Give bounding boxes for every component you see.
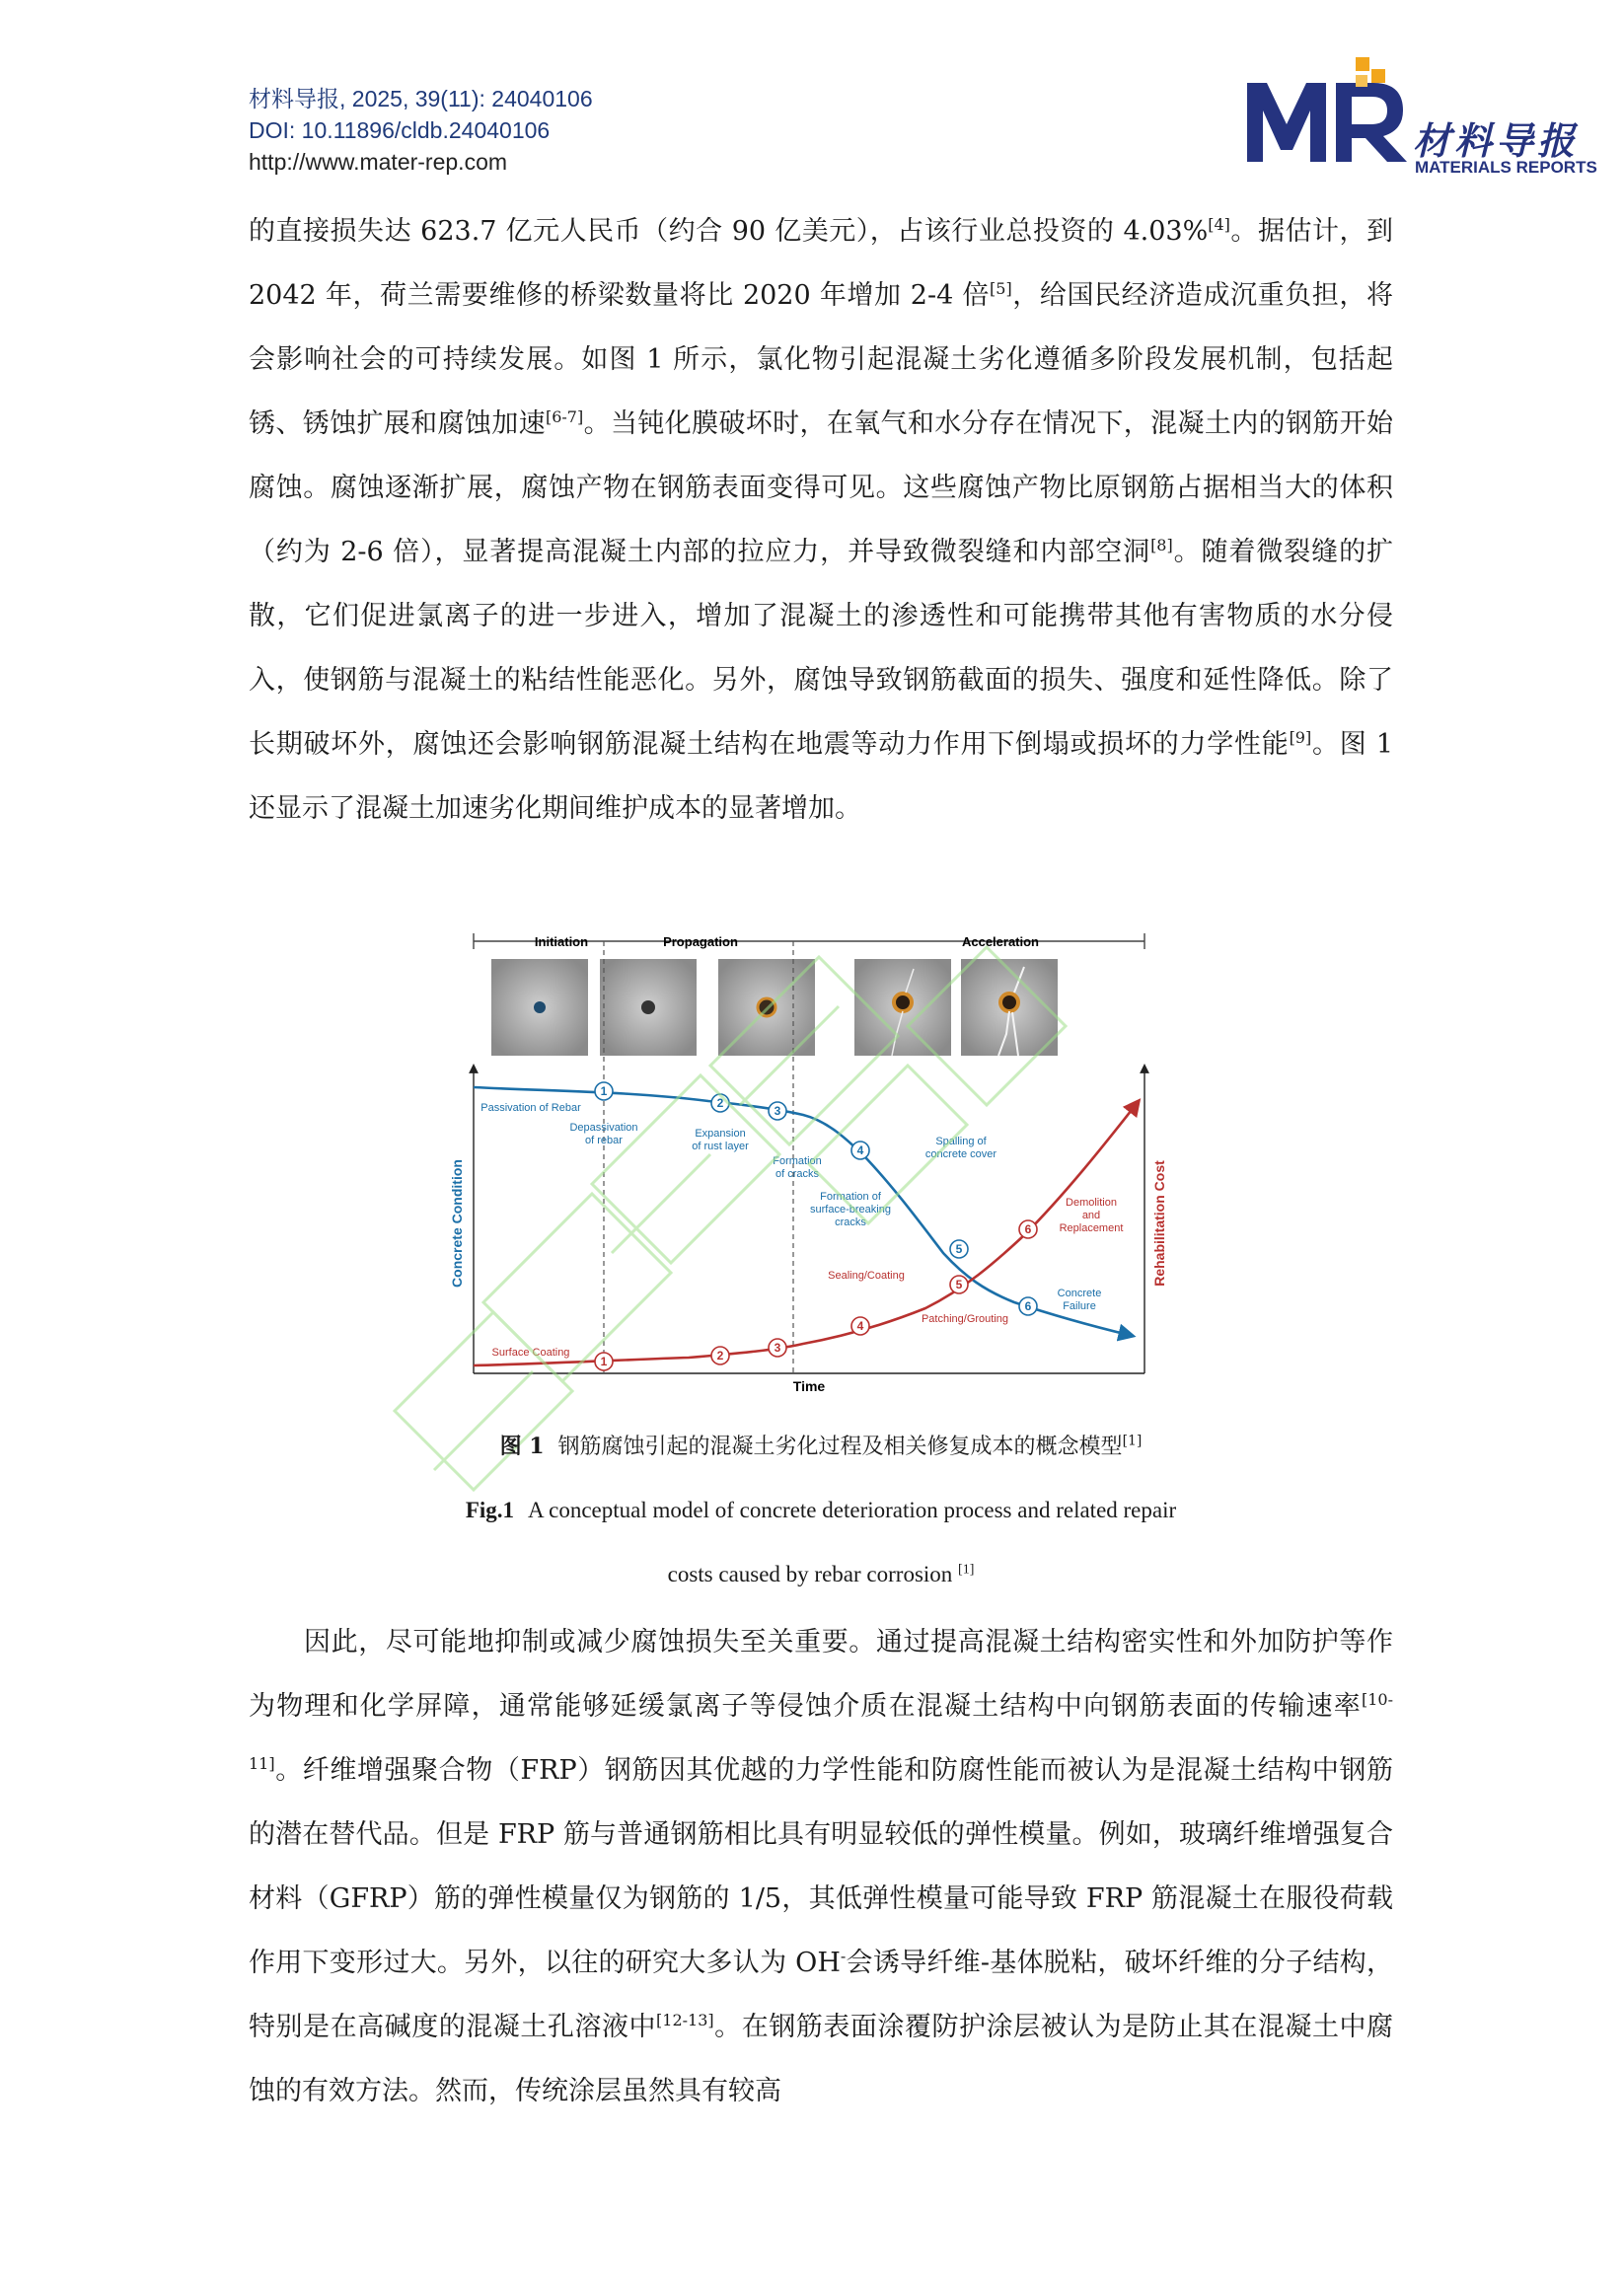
label-patching: Patching/Grouting — [921, 1313, 1009, 1325]
journal-header — [249, 83, 593, 178]
text-run: 。纤维增强聚合物（FRP）钢筋因其优越的力学性能和防腐性能而被认为是混凝土结构中钢筋的潜在替代品。但是 FRP 筋与普通钢筋相比具有明显较低的弹性模量。例如，玻璃纤维增强复合材料（GFRP）筋的弹性模量仅为钢筋的 1/5，其低弹性模量可能导致 FRP 筋混凝土在服役荷载作用下变形过大。另外，以往的研究大多认为 OH — [249, 1755, 1393, 1978]
label-surface-3: cracks — [835, 1216, 866, 1228]
cost-marker-6: 6 — [1024, 1222, 1032, 1236]
label-failure-2: Failure — [1063, 1300, 1096, 1312]
doi[interactable]: DOI: 10.11896/cldb.24040106 — [249, 117, 551, 143]
text-run: 。图 1 还显示了混凝土加速劣化期间维护成本的显著增加。 — [249, 729, 1394, 824]
label-spalling-1: Spalling of — [935, 1136, 987, 1147]
figure-caption-english — [249, 1495, 1393, 1526]
label-surface-2: surface-breaking — [810, 1204, 891, 1216]
label-demolition-3: Replacement — [1059, 1222, 1124, 1234]
label-formation-1: Formation — [773, 1155, 822, 1167]
superscript-minus: - — [840, 1947, 847, 1965]
cost-marker-2: 2 — [716, 1349, 724, 1363]
journal-logo — [1245, 55, 1600, 184]
text-run: 会诱导纤维-基体脱粘，破坏纤维的分子结构，特别是在高碱度的混凝土孔溶液中 — [249, 1948, 1394, 2042]
label-depassivation-2: of rebar — [585, 1135, 623, 1146]
y-axis-right-label: Rehabilitation Cost — [1151, 1160, 1167, 1287]
label-expansion-1: Expansion — [695, 1128, 746, 1140]
text-run: 因此，尽可能地抑制或减少腐蚀损失至关重要。通过提高混凝土结构密实性和外加防护等作为物理和化学屏障，通常能够延缓氯离子等侵蚀介质在混凝土结构中向钢筋表面的传输速率 — [249, 1627, 1393, 1722]
text-run: 。据估计，到 2042 年，荷兰需要维修的桥梁数量将比 2020 年增加 2-4 倍 — [249, 216, 1393, 311]
x-axis-label: Time — [792, 1378, 826, 1394]
citation[interactable]: [9] — [1289, 728, 1312, 747]
citation[interactable]: [6-7] — [545, 407, 584, 426]
label-surface-1: Formation of — [820, 1191, 881, 1203]
marker-6: 6 — [1024, 1299, 1032, 1313]
caption-label: 图 1 — [499, 1434, 545, 1459]
label-surface-coating: Surface Coating — [491, 1347, 570, 1359]
label-depassivation-1: Depassivation — [569, 1122, 638, 1134]
text-run: 。随着微裂缝的扩散，它们促进氯离子的进一步进入，增加了混凝土的渗透性和可能携带其他有害物质的水分侵入，使钢筋与混凝土的粘结性能恶化。另外，腐蚀导致钢筋截面的损失、强度和延性降低。除了长期破坏外，腐蚀还会影响钢筋混凝土结构在地震等动力作用下倒塌或损坏的力学性能 — [249, 537, 1393, 760]
figure-1 — [432, 918, 1192, 1395]
label-sealing: Sealing/Coating — [828, 1270, 905, 1282]
marker-1: 1 — [600, 1084, 608, 1098]
phase-acceleration-label: Acceleration — [961, 934, 1040, 949]
cost-marker-1: 1 — [600, 1355, 608, 1368]
specimen-images — [491, 959, 1058, 1056]
y-axis-left-label: Concrete Condition — [449, 1159, 465, 1288]
caption-citation[interactable]: [1] — [1122, 1433, 1143, 1449]
caption-text: 钢筋腐蚀引起的混凝土劣化过程及相关修复成本的概念模型 — [557, 1435, 1123, 1459]
label-passivation: Passivation of Rebar — [480, 1102, 581, 1114]
figure-caption-english-cont — [249, 1559, 1393, 1590]
label-expansion-2: of rust layer — [692, 1141, 749, 1152]
caption-label-en: Fig.1 — [465, 1498, 515, 1522]
label-demolition-2: and — [1081, 1210, 1101, 1221]
journal-citation: 材料导报, 2025, 39(11): 24040106 — [249, 86, 593, 111]
label-formation-2: of cracks — [775, 1168, 820, 1180]
phase-propagation-label: Propagation — [663, 934, 738, 949]
cost-marker-4: 4 — [856, 1319, 864, 1333]
phase-initiation-label: Initiation — [534, 934, 589, 949]
label-spalling-2: concrete cover — [924, 1148, 997, 1160]
citation[interactable]: [12-13] — [656, 2011, 714, 2029]
cost-marker-3: 3 — [774, 1341, 781, 1355]
logo-english-name: MATERIALS REPORTS — [1415, 158, 1597, 177]
label-failure-1: Concrete — [1057, 1288, 1102, 1299]
citation[interactable]: [4] — [1208, 215, 1230, 234]
caption-text-en: A conceptual model of concrete deterioration process and related repair — [528, 1498, 1177, 1522]
label-demolition-1: Demolition — [1066, 1197, 1117, 1209]
logo-chinese-name: 材料导报 — [1413, 118, 1580, 163]
mr-logo-mark — [1245, 55, 1413, 174]
text-run: 。在钢筋表面涂覆防护涂层被认为是防止其在混凝土中腐蚀的有效方法。然而，传统涂层虽然具有较高 — [249, 2012, 1394, 2106]
text-run: 。当钝化膜破坏时，在氧气和水分存在情况下，混凝土内的钢筋开始腐蚀。腐蚀逐渐扩展，腐蚀产物在钢筋表面变得可见。这些腐蚀产物比原钢筋占据相当大的体积（约为 2-6 倍），显著提高混凝土内部的拉应力，并导致微裂缝和内部空洞 — [249, 408, 1394, 567]
citation[interactable]: [5] — [990, 279, 1012, 298]
cost-marker-5: 5 — [955, 1278, 963, 1291]
journal-url[interactable]: http://www.mater-rep.com — [249, 149, 508, 175]
marker-3: 3 — [774, 1104, 781, 1118]
citation[interactable]: [10-11] — [249, 1690, 1393, 1773]
caption-citation-en[interactable]: [1] — [958, 1562, 975, 1578]
marker-5: 5 — [955, 1242, 963, 1256]
citation[interactable]: [8] — [1150, 536, 1173, 554]
marker-2: 2 — [716, 1096, 724, 1110]
marker-4: 4 — [856, 1143, 864, 1157]
deterioration-diagram — [432, 918, 1192, 1395]
text-run: 的直接损失达 623.7 亿元人民币（约合 90 亿美元），占该行业总投资的 4.03% — [249, 216, 1209, 247]
figure-caption-chinese — [249, 1431, 1393, 1463]
paragraph-2 — [249, 1610, 1393, 2123]
caption-text-en-2: costs caused by rebar corrosion — [667, 1562, 953, 1586]
text-run: ，给国民经济造成沉重负担，将会影响社会的可持续发展。如图 1 所示，氯化物引起混凝土劣化遵循多阶段发展机制，包括起锈、锈蚀扩展和腐蚀加速 — [249, 280, 1393, 439]
paragraph-1 — [249, 199, 1393, 841]
